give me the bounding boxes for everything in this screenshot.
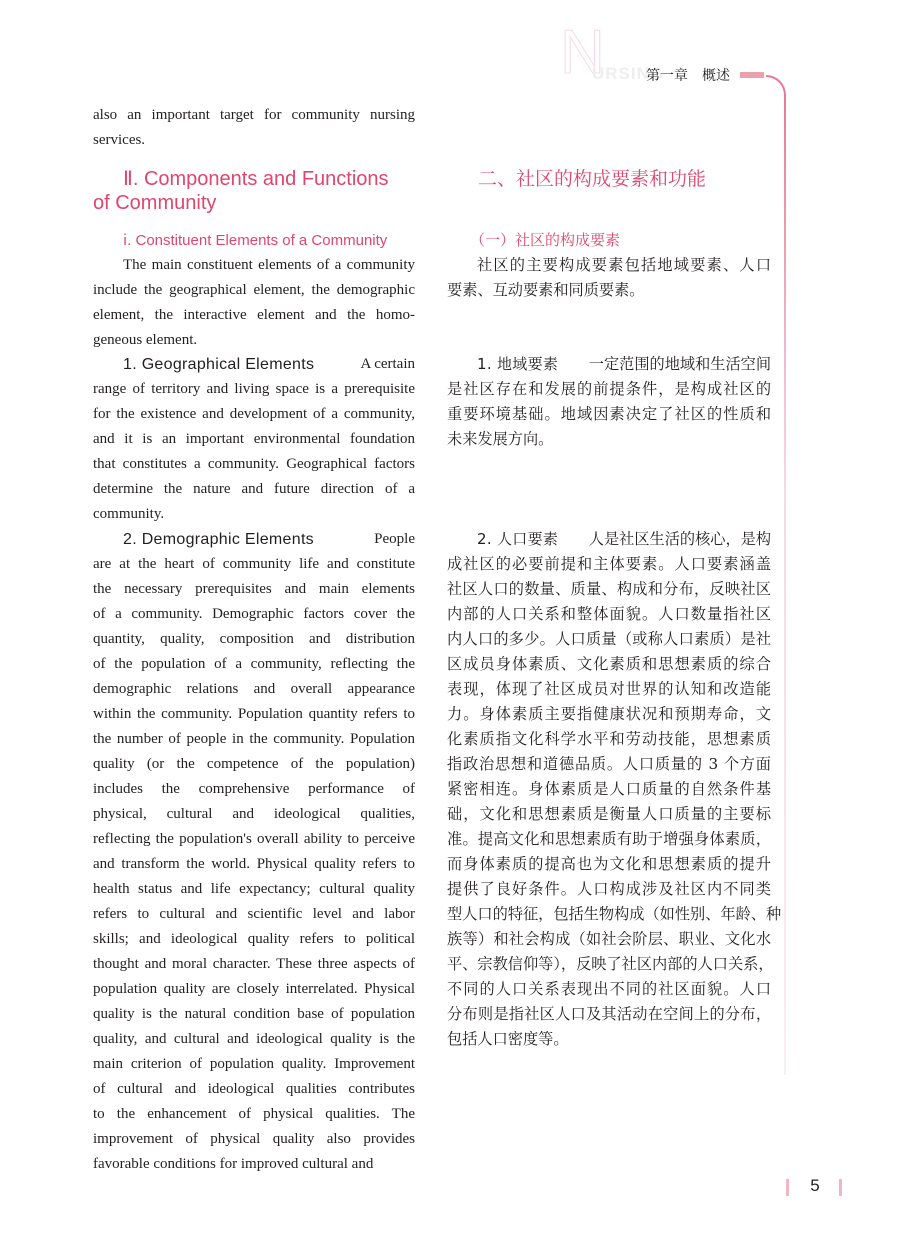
nursing-logo-word: URSING (592, 64, 665, 83)
text-line: that constitutes a community. Geographical factors (93, 456, 415, 472)
text-line: quality is the natural condition base of population (93, 1006, 415, 1022)
text-line: and transform the world. Physical quality refers to (93, 856, 415, 872)
text-line: 内部的人口关系和整体面貌。人口数量指社区 (447, 605, 771, 623)
text-line: include the geographical element, the demographic (93, 282, 415, 298)
text-line: quality, and cultural and ideological quality is the (93, 1031, 415, 1047)
text-line: and it is an important environmental foundation (93, 431, 415, 447)
text-line: The main constituent elements of a community (123, 257, 415, 273)
text-line: quantity, quality, composition and distribution (93, 631, 415, 647)
text-line: 指政治思想和道德品质。人口质量的 3 个方面 (447, 755, 771, 773)
text-line: 要素、互动要素和同质要素。 (447, 281, 645, 299)
text-line: thought and moral character. These three aspects of (93, 956, 415, 972)
heading-line: of Community (93, 192, 217, 214)
text-line: the number of people in the community. Population (93, 731, 415, 747)
english-paragraph-geographical (93, 352, 415, 527)
text-line (93, 527, 415, 552)
text-line-content: People (374, 531, 415, 547)
text-line: 分布则是指社区人口及其活动在空间上的分布， (447, 1005, 771, 1023)
text-line: 表现，体现了社区成员对世界的认知和改造能 (447, 680, 771, 698)
text-line: of the population of a community, reflecting the (93, 656, 415, 672)
text-line-content: A certain (360, 356, 415, 372)
element-title: 2. Demographic Elements (123, 531, 314, 548)
nursing-logo-letter: N (560, 18, 605, 87)
text-line: element, the interactive element and the homo- (93, 307, 415, 323)
text-line: skills; and ideological quality refers to political (93, 931, 415, 947)
text-line: geneous element. (93, 332, 198, 348)
text-line: improvement of physical quality also provides (93, 1131, 415, 1147)
text-line: 社区的主要构成要素包括地域要素、人口 (477, 256, 771, 274)
chinese-subheading: （一）社区的构成要素 (470, 231, 621, 249)
text-line: of cultural and ideological qualities contributes (93, 1081, 415, 1097)
text-line: 是社区存在和发展的前提条件，是构成社区的 (447, 380, 771, 398)
text-line: 包括人口密度等。 (447, 1030, 569, 1048)
header-accent-curve (766, 75, 786, 95)
text-line: for the existence and development of a community, (93, 406, 415, 422)
text-line (447, 352, 771, 377)
text-line: services. (93, 132, 146, 148)
text-line: physical, cultural and ideological qualities, (93, 806, 415, 822)
text-line: reflecting the population's overall ability to perceive (93, 831, 415, 847)
chinese-paragraph-demographic (447, 527, 782, 1052)
text-line: determine the nature and future direction of a (93, 481, 415, 497)
text-line: includes the comprehensive performance of (93, 781, 415, 797)
english-paragraph-elements (93, 253, 415, 353)
text-line: within the community. Population quantity refers to (93, 706, 415, 722)
text-line-content: 人是社区生活的核心，是构 (588, 530, 771, 548)
text-line (93, 352, 415, 377)
text-line: the necessary prerequisites and main elements (93, 581, 415, 597)
element-title: 2. 人口要素 (477, 530, 559, 548)
text-line: 未来发展方向。 (447, 430, 554, 448)
text-line: range of territory and living space is a prerequisite (93, 381, 415, 397)
text-line: also an important target for community nursing (93, 107, 415, 123)
text-line: are at the heart of community life and constitute (93, 556, 415, 572)
page-number: 5 (810, 1176, 820, 1195)
text-line: 化素质指文化科学水平和劳动技能，思想素质 (447, 730, 771, 748)
text-line: 内人口的多少。人口质量（或称人口素质）是社 (447, 630, 771, 648)
text-line: 力。身体素质主要指健康状况和预期寿命，文 (447, 705, 771, 723)
margin-rule (784, 95, 786, 1075)
text-line (447, 527, 771, 552)
text-line: quality (or the competence of the population) (93, 756, 415, 772)
text-line: of a community. Demographic factors cover the (93, 606, 415, 622)
page-number-bar-left (786, 1179, 789, 1196)
page-number-bar-right (839, 1179, 842, 1196)
text-line: 提供了良好条件。人口构成涉及社区内不同类 (447, 880, 771, 898)
text-line: 区成员身体素质、文化素质和思想素质的综合 (447, 655, 771, 673)
text-line: 准。提高文化和思想素质有助于增强身体素质， (447, 830, 771, 848)
english-intro-paragraph (93, 103, 415, 153)
english-section-heading (93, 167, 415, 215)
heading-line: Ⅱ. Components and Functions (123, 168, 389, 190)
text-line: 族等）和社会构成（如社会阶层、职业、文化水 (447, 930, 771, 948)
text-line: 紧密相连。身体素质是人口质量的自然条件基 (447, 780, 771, 798)
chapter-title: 第一章 概述 (646, 68, 730, 84)
text-line-content: 一定范围的地域和生活空间 (588, 355, 771, 373)
text-line: refers to cultural and scientific level and labor (93, 906, 415, 922)
text-line: 础，文化和思想素质是衡量人口质量的主要标 (447, 805, 771, 823)
text-line: to the enhancement of physical qualities. The (93, 1106, 415, 1122)
text-line: 平、宗教信仰等），反映了社区内部的人口关系， (447, 955, 774, 973)
text-line: main criterion of population quality. Improvement (93, 1056, 415, 1072)
text-line: health status and life expectancy; cultural quality (93, 881, 415, 897)
chinese-paragraph-elements (447, 253, 771, 303)
text-line: demographic relations and overall appearance (93, 681, 415, 697)
element-title: 1. Geographical Elements (123, 356, 315, 373)
text-line: favorable conditions for improved cultural and (93, 1156, 374, 1172)
chinese-paragraph-geographical (447, 352, 771, 452)
text-line: 型人口的特征，包括生物构成（如性别、年龄、种 (447, 905, 782, 923)
text-line: 成社区的必要前提和主体要素。人口要素涵盖 (447, 555, 771, 573)
header-accent-bar (740, 72, 764, 78)
text-line: 社区人口的数量、质量、构成和分布，反映社区 (447, 580, 771, 598)
text-line: community. (93, 506, 165, 522)
chinese-section-heading: 二、社区的构成要素和功能 (478, 168, 707, 190)
text-line: 不同的人口关系表现出不同的社区面貌。人口 (447, 980, 771, 998)
text-line: 而身体素质的提高也为文化和思想素质的提升 (447, 855, 771, 873)
element-title: 1. 地域要素 (477, 355, 559, 373)
english-subheading: ⅰ. Constituent Elements of a Community (123, 232, 388, 249)
text-line: population quality are closely interrelated. Physical (93, 981, 415, 997)
english-paragraph-demographic (93, 527, 415, 1177)
text-line: 重要环境基础。地域因素决定了社区的性质和 (447, 405, 771, 423)
